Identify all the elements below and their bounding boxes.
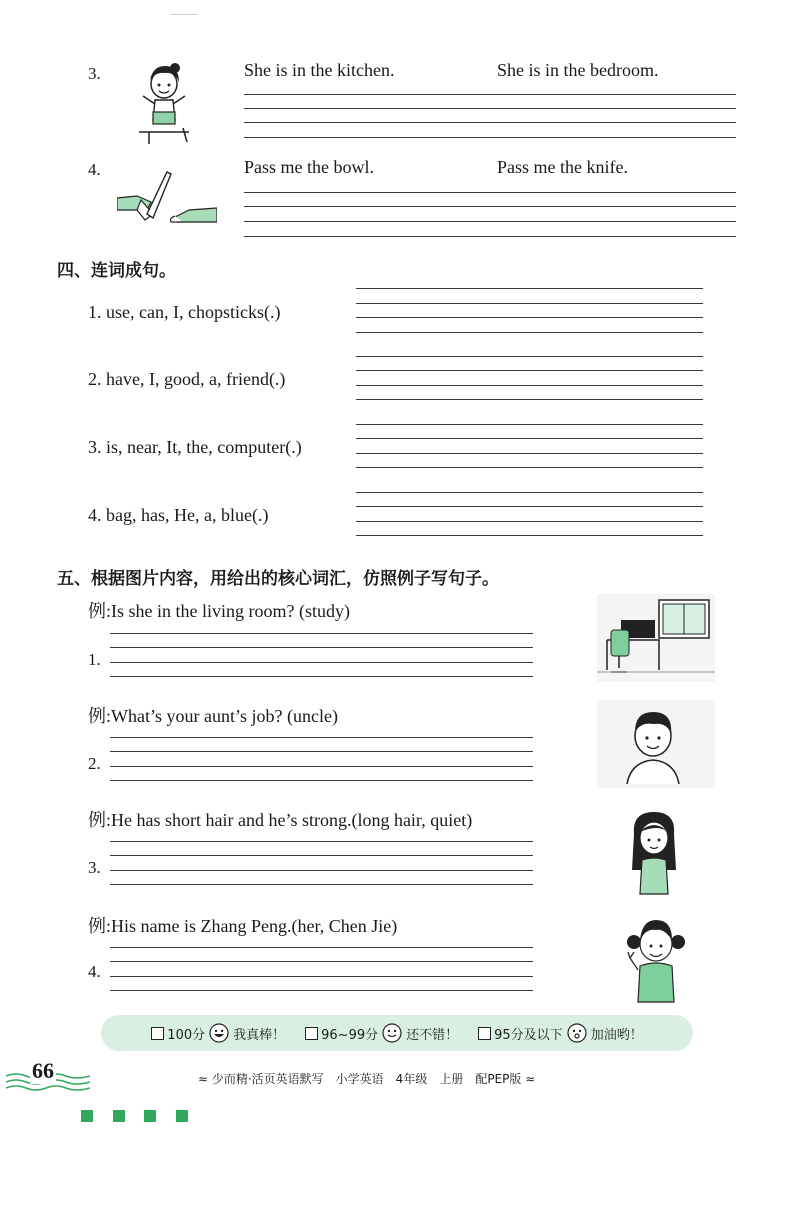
s4-item-1: 1. use, can, I, chopsticks(.) (88, 302, 281, 322)
girl-cooking-illustration (135, 58, 193, 146)
score-option-95-below[interactable] (478, 1022, 643, 1044)
s5-example-2: 例:What’s your aunt’s job? (uncle) (88, 706, 338, 726)
answer-line[interactable] (110, 780, 533, 781)
answer-line[interactable] (356, 370, 703, 371)
answer-line[interactable] (244, 236, 736, 237)
answer-line[interactable] (356, 356, 703, 357)
answer-line[interactable] (244, 206, 736, 207)
girl-long-hair-illustration (618, 804, 690, 896)
answer-line[interactable] (110, 884, 533, 885)
s5-example-1: 例:Is she in the living room? (study) (88, 601, 350, 621)
s4-item-4: 4. bag, has, He, a, blue(.) (88, 505, 269, 525)
answer-line[interactable] (356, 438, 703, 439)
answer-line[interactable] (110, 737, 533, 738)
answer-line[interactable] (244, 137, 736, 138)
s4-item-2: 2. have, I, good, a, friend(.) (88, 369, 286, 389)
answer-line[interactable] (110, 766, 533, 767)
s5-example-4: 例:His name is Zhang Peng.(her, Chen Jie) (88, 916, 398, 936)
answer-line[interactable] (356, 467, 703, 468)
score-option-100[interactable] (151, 1022, 285, 1044)
s5-number-3: 3. (88, 858, 101, 877)
q3-option-b: She is in the bedroom. (497, 60, 659, 80)
answer-line[interactable] (356, 453, 703, 454)
boy-portrait-illustration (597, 700, 715, 788)
q4-option-b: Pass me the knife. (497, 157, 628, 177)
answer-line[interactable] (110, 633, 533, 634)
s5-number-1: 1. (88, 650, 101, 669)
s5-number-4: 4. (88, 962, 101, 981)
answer-line[interactable] (356, 317, 703, 318)
checkbox[interactable] (151, 1027, 164, 1040)
answer-line[interactable] (244, 221, 736, 222)
answer-line[interactable] (110, 855, 533, 856)
score-comment: 还不错！ (406, 1027, 459, 1043)
s4-item-3: 3. is, near, It, the, computer(.) (88, 437, 302, 457)
answer-line[interactable] (110, 947, 533, 948)
answer-line[interactable] (356, 303, 703, 304)
big-smile-face-icon (208, 1022, 230, 1044)
green-square-mark (81, 1110, 93, 1122)
answer-line[interactable] (356, 492, 703, 493)
answer-line[interactable] (110, 961, 533, 962)
book-info: ≈ 少而精·活页英语默写 小学英语 4年级 上册 配PEP版 ≈ (198, 1072, 536, 1086)
answer-line[interactable] (110, 976, 533, 977)
s5-number-2: 2. (88, 754, 101, 773)
answer-line[interactable] (110, 841, 533, 842)
checkbox[interactable] (478, 1027, 491, 1040)
hands-passing-knife-illustration (117, 170, 217, 230)
page-number: 66 (32, 1058, 54, 1083)
answer-line[interactable] (110, 990, 533, 991)
answer-line[interactable] (356, 424, 703, 425)
answer-line[interactable] (356, 288, 703, 289)
q4-number: 4. (88, 160, 101, 179)
answer-line[interactable] (244, 192, 736, 193)
answer-line[interactable] (110, 751, 533, 752)
section-5-title: 五、根据图片内容，用给出的核心词汇，仿照例子写句子。 (57, 569, 499, 589)
answer-line[interactable] (110, 870, 533, 871)
section-4-title: 四、连词成句。 (57, 261, 176, 281)
cheer-up-face-icon (566, 1022, 588, 1044)
green-square-mark (176, 1110, 188, 1122)
answer-line[interactable] (244, 122, 736, 123)
score-comment: 我真棒！ (233, 1027, 286, 1043)
score-label: 95分及以下 (494, 1027, 563, 1043)
answer-line[interactable] (356, 385, 703, 386)
answer-line[interactable] (244, 94, 736, 95)
smile-face-icon (381, 1022, 403, 1044)
s5-example-3: 例:He has short hair and he’s strong.(long hair, quiet) (88, 810, 473, 830)
answer-line[interactable] (356, 506, 703, 507)
answer-line[interactable] (356, 521, 703, 522)
answer-line[interactable] (356, 535, 703, 536)
score-label: 100分 (167, 1027, 206, 1043)
answer-line[interactable] (110, 647, 533, 648)
answer-line[interactable] (356, 332, 703, 333)
self-assessment-bar (101, 1015, 693, 1051)
answer-line[interactable] (244, 108, 736, 109)
answer-line[interactable] (110, 676, 533, 677)
q3-number: 3. (88, 64, 101, 83)
checkbox[interactable] (305, 1027, 318, 1040)
score-comment: 加油哟！ (590, 1027, 643, 1043)
top-mark (170, 14, 198, 15)
answer-line[interactable] (356, 399, 703, 400)
green-square-mark (144, 1110, 156, 1122)
girl-waving-illustration (620, 914, 692, 1004)
score-option-96-99[interactable] (305, 1022, 458, 1044)
answer-line[interactable] (110, 662, 533, 663)
score-label: 96~99分 (321, 1027, 379, 1043)
q3-option-a: She is in the kitchen. (244, 60, 395, 80)
study-room-illustration (597, 594, 715, 682)
q4-option-a: Pass me the bowl. (244, 157, 374, 177)
green-square-mark (113, 1110, 125, 1122)
